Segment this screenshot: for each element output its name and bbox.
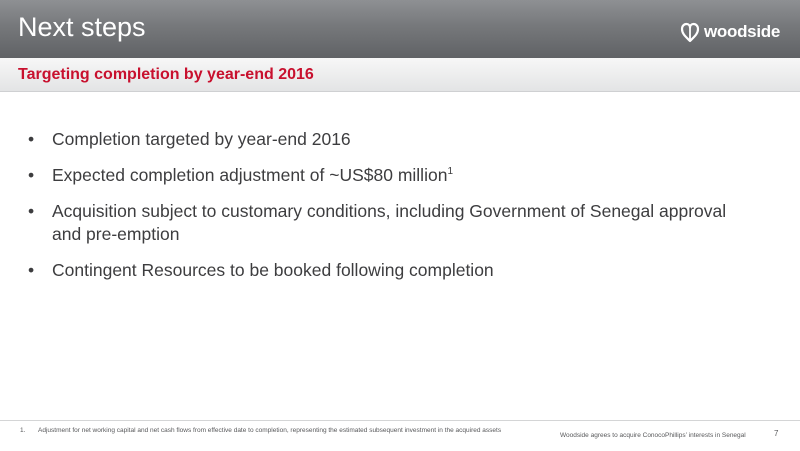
footnote-reference: 1	[447, 166, 453, 177]
slide-subheader	[0, 58, 800, 92]
bullet-item	[28, 259, 728, 282]
bullet-text: Contingent Resources to be booked following completion	[52, 260, 494, 280]
bullet-item	[28, 164, 728, 187]
woodside-logo-icon	[679, 21, 701, 43]
footnote-number: 1.	[20, 427, 26, 434]
footnote-text: Adjustment for net working capital and net cash flows from effective date to completion, representing the estimated subsequent investment in the acquired assets	[38, 427, 502, 434]
bullet-text: Expected completion adjustment of ~US$80 million	[52, 165, 448, 185]
page-number: 7	[774, 429, 779, 438]
bullet-item	[28, 200, 728, 246]
bullet-list	[28, 128, 728, 295]
bullet-item	[28, 128, 728, 151]
company-logo	[679, 20, 780, 44]
slide-footer	[0, 420, 800, 451]
slide-subtitle: Targeting completion by year-end 2016	[18, 66, 314, 83]
slide-title: Next steps	[18, 12, 146, 42]
slide-header	[0, 0, 800, 58]
deck-title: Woodside agrees to acquire ConocoPhillips’ interests in Senegal	[560, 432, 746, 439]
bullet-text: Acquisition subject to customary conditions, including Government of Senegal approval and pre-emption	[52, 201, 727, 244]
bullet-text: Completion targeted by year-end 2016	[52, 129, 351, 149]
logo-wordmark: woodside	[704, 22, 780, 41]
